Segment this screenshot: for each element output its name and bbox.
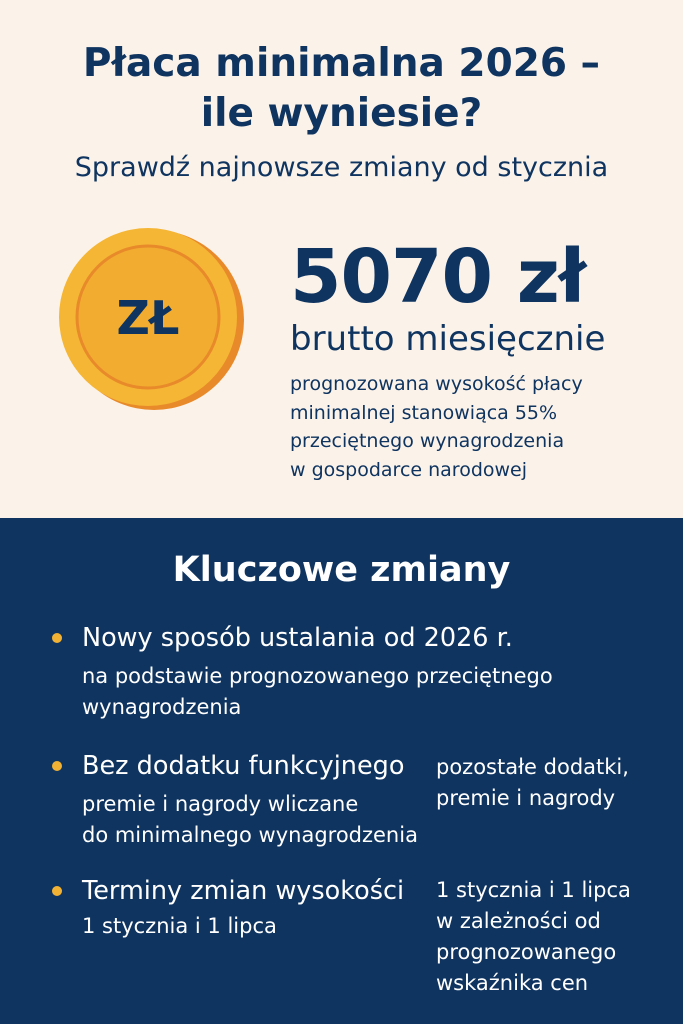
amount-description <box>290 370 583 484</box>
change-item-detail-line: wynagrodzenia <box>82 695 242 719</box>
change-item-details <box>82 661 553 723</box>
change-item-note-line: pozostałe dodatki, <box>436 755 629 779</box>
amount-value: 5070 zł <box>290 234 586 320</box>
change-item-note <box>436 875 631 999</box>
bullet-icon <box>52 886 62 896</box>
change-item-note-line: wskaźnika cen <box>436 971 589 995</box>
change-item-detail-line: na podstawie prognozowanego przeciętnego <box>82 664 553 688</box>
change-item-detail-line: do minimalnego wynagrodzenia <box>82 823 418 847</box>
change-item-detail-line: 1 stycznia i 1 lipca <box>82 914 277 938</box>
coin-icon <box>58 226 244 412</box>
change-item-note-line: w zależności od <box>436 909 601 933</box>
page-title-line-2: ile wyniesie? <box>200 91 483 136</box>
change-item-title: Terminy zmian wysokości <box>82 876 405 906</box>
page-title-line-1: Płaca minimalna 2026 – <box>82 41 601 86</box>
change-item-note-line: premie i nagrody <box>436 786 616 810</box>
amount-description-line: w gospodarce narodowej <box>290 458 528 481</box>
change-item-note <box>436 752 629 814</box>
bullet-icon <box>52 633 62 643</box>
bullet-icon <box>52 761 62 771</box>
amount-description-line: prognozowana wysokość płacy <box>290 373 583 395</box>
change-item-title: Bez dodatku funkcyjnego <box>82 751 405 781</box>
change-item-note-line: 1 stycznia i 1 lipca <box>436 878 631 902</box>
amount-description-line: przeciętnego wynagrodzenia <box>290 430 565 452</box>
amount-unit: brutto miesięcznie <box>290 319 606 359</box>
page-subtitle: Sprawdź najnowsze zmiany od stycznia <box>74 152 609 183</box>
change-item-detail-line: premie i nagrody wliczane <box>82 792 359 816</box>
coin-symbol: ZŁ <box>116 291 180 345</box>
change-item-details <box>82 789 418 851</box>
amount-description-line: minimalnej stanowiąca 55% <box>290 401 558 424</box>
change-item-details <box>82 911 277 942</box>
section-title: Kluczowe zmiany <box>172 550 511 590</box>
change-item-title: Nowy sposób ustalania od 2026 r. <box>82 623 513 653</box>
change-item-note-line: prognozowanego <box>436 940 617 964</box>
